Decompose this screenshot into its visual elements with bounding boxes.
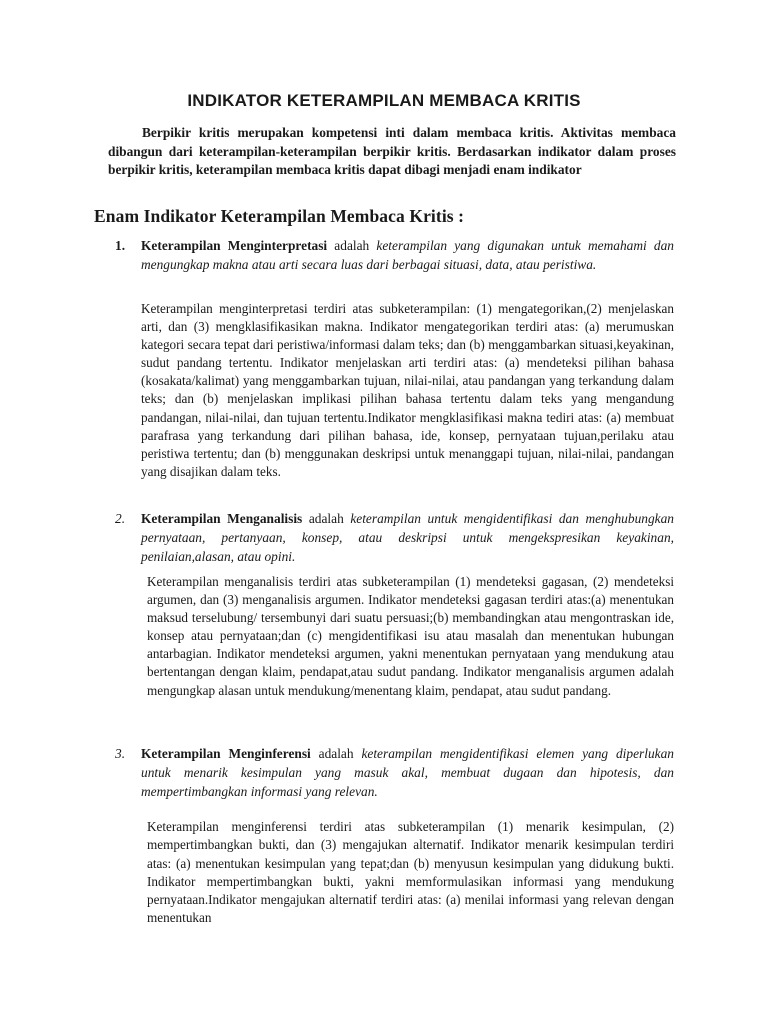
list-item-3 xyxy=(115,744,674,801)
list-item-connector: adalah xyxy=(310,746,362,761)
intro-paragraph: Berpikir kritis merupakan kompetensi inti dalam membaca kritis. Aktivitas membaca dibangun dari keterampilan-keterampilan berpikir kritis. Berdasarkan indikator dalam proses berpikir kritis, keterampilan membaca kritis dapat dibagi menjadi enam indikator xyxy=(108,125,676,177)
item-3-paragraph: Keterampilan menginferensi terdiri atas subketerampilan (1) menarik kesimpulan, (2) mempertimbangkan bukti, dan (3) mengajukan alternatif. Indikator menarik kesimpulan terdiri atas: (a) menentukan kesimpulan yang tepat;dan (b) menyusun kesimpulan yang didukung bukti. Indikator mempertimbangkan bukti, yakni memformulasikan informasi yang mendukung pernyataan.Indikator mengajukan alternatif terdiri atas: (a) menilai informasi yang relevan dengan menentukan xyxy=(147,819,674,926)
list-item-1 xyxy=(115,236,674,274)
list-item-number: 3. xyxy=(115,746,126,761)
document-title: INDIKATOR KETERAMPILAN MEMBACA KRITIS xyxy=(187,91,581,110)
list-item-number: 1. xyxy=(115,238,126,253)
list-item-term: Keterampilan Menganalisis xyxy=(141,511,303,526)
list-item-2 xyxy=(115,509,674,566)
list-item-connector: adalah xyxy=(302,511,351,526)
list-item-definition: keterampilan untuk mengidentifikasi dan menghubungkan pernyataan, pertanyaan, konsep, atau deskripsi untuk mengekspresikan keyakinan, penilaian,alasan, atau opini. xyxy=(141,511,674,564)
section-heading: Enam Indikator Keterampilan Membaca Kritis : xyxy=(94,206,465,226)
list-item-definition: keterampilan yang digunakan untuk memahami dan mengungkap makna atau arti secara luas dari berbagai situasi, data, atau peristiwa. xyxy=(141,238,674,272)
list-item-term: Keterampilan Menginferensi xyxy=(141,746,311,761)
list-item-connector: adalah xyxy=(327,238,377,253)
item-1-paragraph: Keterampilan menginterpretasi terdiri atas subketerampilan: (1) mengategorikan,(2) menjelaskan arti, dan (3) mengklasifikasikan makna. Indikator mengategorikan terdiri atas: (a) merumuskan kategori secara tepat dari peristiwa/informasi dalam teks; dan (b) menggambarkan situasi,keyakinan, sudut pandang tertentu. Indikator menjelaskan arti terdiri atas: (a) mendeteksi pilihan bahasa (kosakata/kalimat) yang menggambarkan tujuan, nilai-nilai, atau pandangan yang terkandung dalam teks; dan (b) menjelaskan implikasi pilihan bahasa tertentu dalam teks yang mengandung pandangan, nilai-nilai, dan tujuan tertentu.Indikator mengklasifikasi makna tediri atas: (a) membuat parafrasa yang terkandung dari pilihan bahasa, ide, konsep, pernyataan tujuan,perilaku atau peristiwa tertentu; dan (b) menggunakan deskripsi untuk menanggapi tujuan, nilai-nilai, pandangan yang disajikan dalam teks. xyxy=(141,301,674,479)
list-item-definition: keterampilan mengidentifikasi elemen yang diperlukan untuk menarik kesimpulan yang masuk akal, membuat dugaan dan hipotesis, dan mempertimbangkan informasi yang relevan. xyxy=(141,746,674,799)
list-item-number: 2. xyxy=(115,511,126,526)
item-2-paragraph: Keterampilan menganalisis terdiri atas subketerampilan (1) mendeteksi gagasan, (2) mendeteksi argumen, dan (3) menganalisis argumen. Indikator mendeteksi gagasan terdiri atas:(a) menentukan maksud terselubung/ tersembunyi dari suatu persuasi;(b) membandingkan atau mengontraskan ide, konsep atau pernyataan;dan (c) mengidentifikasi isu atau masalah dan menentukan hubungan antarbagian. Indikator mendeteksi argumen, yakni menentukan pernyataan yang mendukung atau bertentangan dengan klaim, pendapat,atau sudut pandang. Indikator menganalisis argumen adalah mengungkap alasan untuk mendukung/menentang klaim, pendapat, atau sudut pandang. xyxy=(147,574,674,698)
list-item-term: Keterampilan Menginterpretasi xyxy=(141,238,328,253)
